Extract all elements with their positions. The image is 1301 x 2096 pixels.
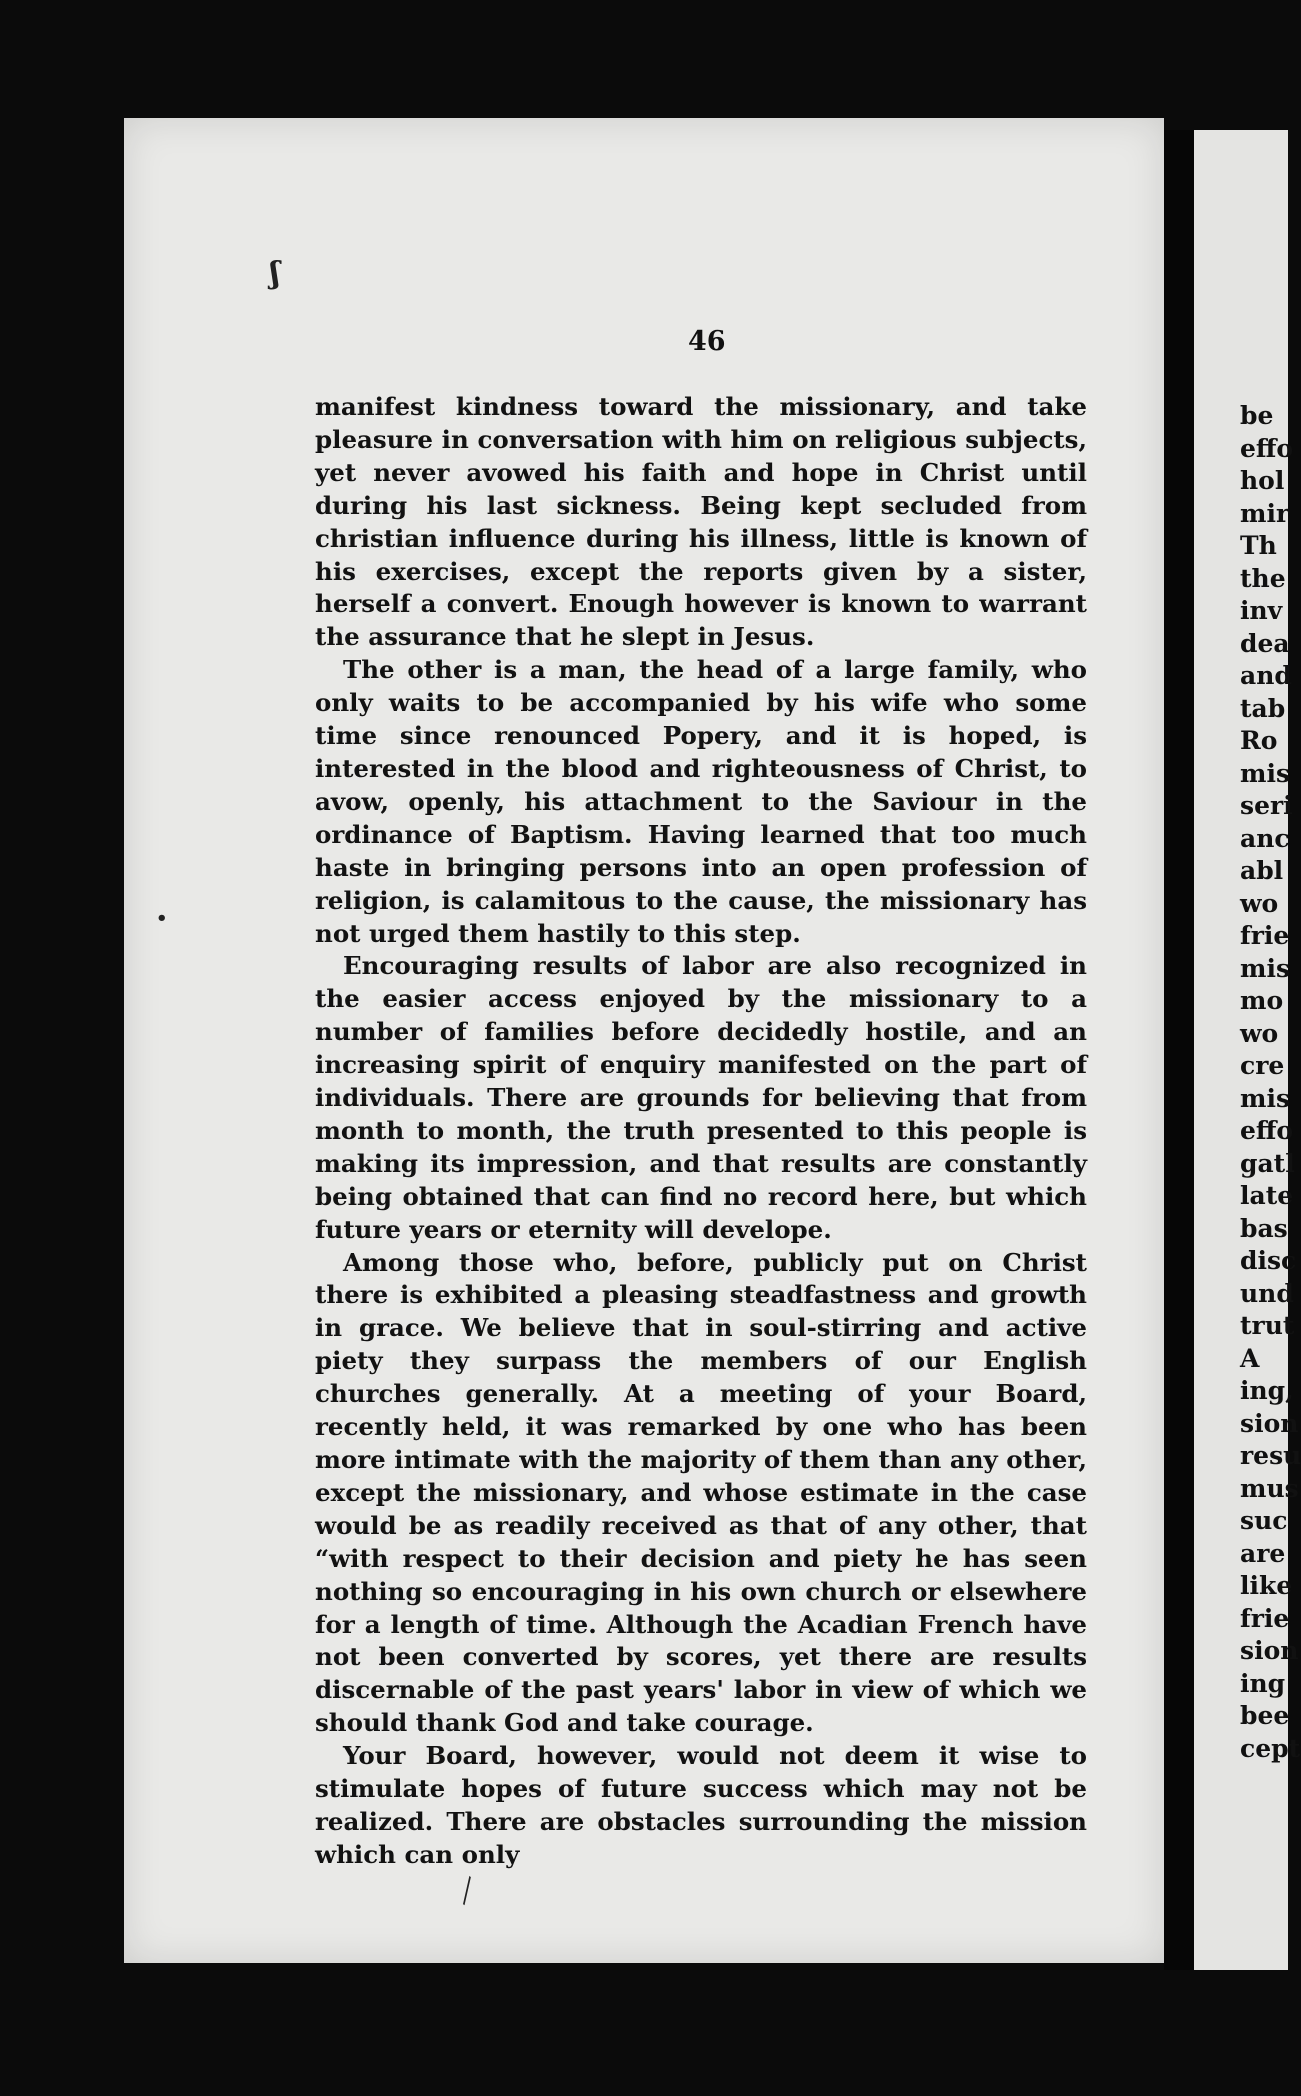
adjacent-page-fragment: suc: [1240, 1506, 1288, 1535]
adjacent-page-fragment: seri: [1240, 791, 1293, 820]
adjacent-page-fragment: sion: [1240, 1636, 1299, 1665]
book-gutter: [1164, 130, 1194, 1970]
adjacent-page-fragment: gatl: [1240, 1148, 1295, 1178]
adjacent-page-fragment: disc: [1240, 1246, 1297, 1275]
paragraph-1: manifest kindness toward the missionary, and take pleasure in conversation with him on religious subjects, yet never avowed his faith and hope in Christ until during his last sickness. Being kept secluded from christian influence during his illness, little is known of his exercises, except the reports given by a sister, herself a convert. Enough however is known to warrant the assurance that he slept in Jesus.: [315, 392, 1087, 652]
adjacent-page-fragment: wo: [1240, 888, 1279, 918]
body-text: [315, 391, 1087, 1872]
adjacent-page-fragment: hol: [1240, 466, 1285, 495]
adjacent-page-fragment: frie: [1240, 1603, 1290, 1633]
adjacent-page-fragment: mo: [1240, 986, 1284, 1015]
paragraph-3: Encouraging results of labor are also recognized in the easier access enjoyed by the missionary to a number of families before decidedly hostile, and an increasing spirit of enquiry manifested on the part of individuals. There are grounds for believing that from month to month, the truth presented to this people is making its impression, and that results are constantly being obtained that can find no record here, but which future years or eternity will develope.: [315, 951, 1087, 1244]
adjacent-page-fragment: dea: [1240, 628, 1290, 658]
paragraph-4: Among those who, before, publicly put on Christ there is exhibited a pleasing steadfastness and growth in grace. We believe that in soul-stirring and active piety they surpass the members of our English churches generally. At a meeting of your Board, recently held, it was remarked by one who has been more intimate with the majority of them than any other, except the missionary, and whose estimate in the case would be as readily received as that of any other, that “with respect to their decision and piety he has seen nothing so encouraging in his own church or elsewhere for a length of time. Although the Acadian French have not been converted by scores, yet there are results discernable of the past years' labor in view of which we should thank God and take courage.: [315, 1247, 1087, 1738]
adjacent-page-fragment: effo: [1240, 1116, 1294, 1145]
adjacent-page-fragment: the: [1240, 563, 1286, 593]
adjacent-page-fragment: be: [1240, 401, 1274, 430]
adjacent-page-fragment: late: [1240, 1181, 1294, 1210]
adjacent-page-fragment: are: [1240, 1538, 1286, 1568]
adjacent-page-fragment: und: [1240, 1278, 1294, 1308]
stray-dot-mark: •: [156, 908, 168, 929]
adjacent-page-fragment: ing,: [1240, 1376, 1294, 1405]
adjacent-page-fragment: and: [1240, 661, 1292, 690]
adjacent-page-fragment: cept: [1240, 1733, 1301, 1763]
adjacent-page-fragment: frie: [1240, 921, 1290, 950]
adjacent-page-fragment: trut: [1240, 1311, 1295, 1340]
adjacent-page-fragment: resu: [1240, 1441, 1301, 1470]
adjacent-page-fragment: mus: [1240, 1473, 1299, 1503]
adjacent-page-fragment: A: [1240, 1343, 1260, 1373]
page-number: 46: [688, 326, 726, 357]
paragraph-5: Your Board, however, would not deem it wise to stimulate hopes of future success which may not be realized. There are obstacles surrounding the mission which can only: [315, 1741, 1087, 1869]
adjacent-page-fragment: mir: [1240, 498, 1290, 528]
adjacent-page-edge: [1194, 130, 1301, 1970]
paragraph-2: The other is a man, the head of a large family, who only waits to be accompanied by his wife who some time since renounced Popery, and it is hoped, is interested in the blood and righteousness of Christ, to avow, openly, his attachment to the Saviour in the ordinance of Baptism. Having learned that too much haste in bringing persons into an open profession of religion, is calamitous to the cause, the missionary has not urged them hastily to this step.: [315, 655, 1087, 948]
adjacent-page-fragment: bas: [1240, 1213, 1288, 1243]
adjacent-page-fragment: Ro: [1240, 726, 1278, 755]
adjacent-page-fragment: effo: [1240, 433, 1294, 463]
adjacent-page-fragment: sion: [1240, 1408, 1299, 1438]
adjacent-page-fragment: mis: [1240, 758, 1291, 788]
adjacent-page-fragment: bee: [1240, 1701, 1290, 1730]
ink-blot-mark: ʃ: [270, 256, 280, 291]
adjacent-page-fragment: tab: [1240, 693, 1286, 723]
adjacent-page-fragment: mis: [1240, 1083, 1291, 1113]
adjacent-page-fragment: wo: [1240, 1018, 1279, 1048]
adjacent-page-fragment: Th: [1240, 531, 1277, 560]
adjacent-page-fragment: abl: [1240, 856, 1284, 885]
adjacent-page-fragment: anc: [1240, 823, 1290, 853]
adjacent-page-fragment: inv: [1240, 596, 1283, 625]
adjacent-page-fragment: cre: [1240, 1051, 1285, 1080]
adjacent-page-fragment: ing: [1240, 1668, 1286, 1698]
stray-stroke-mark: ╲: [453, 1876, 481, 1906]
adjacent-page-fragment: like: [1240, 1571, 1293, 1600]
adjacent-page-fragment: mis: [1240, 953, 1291, 983]
